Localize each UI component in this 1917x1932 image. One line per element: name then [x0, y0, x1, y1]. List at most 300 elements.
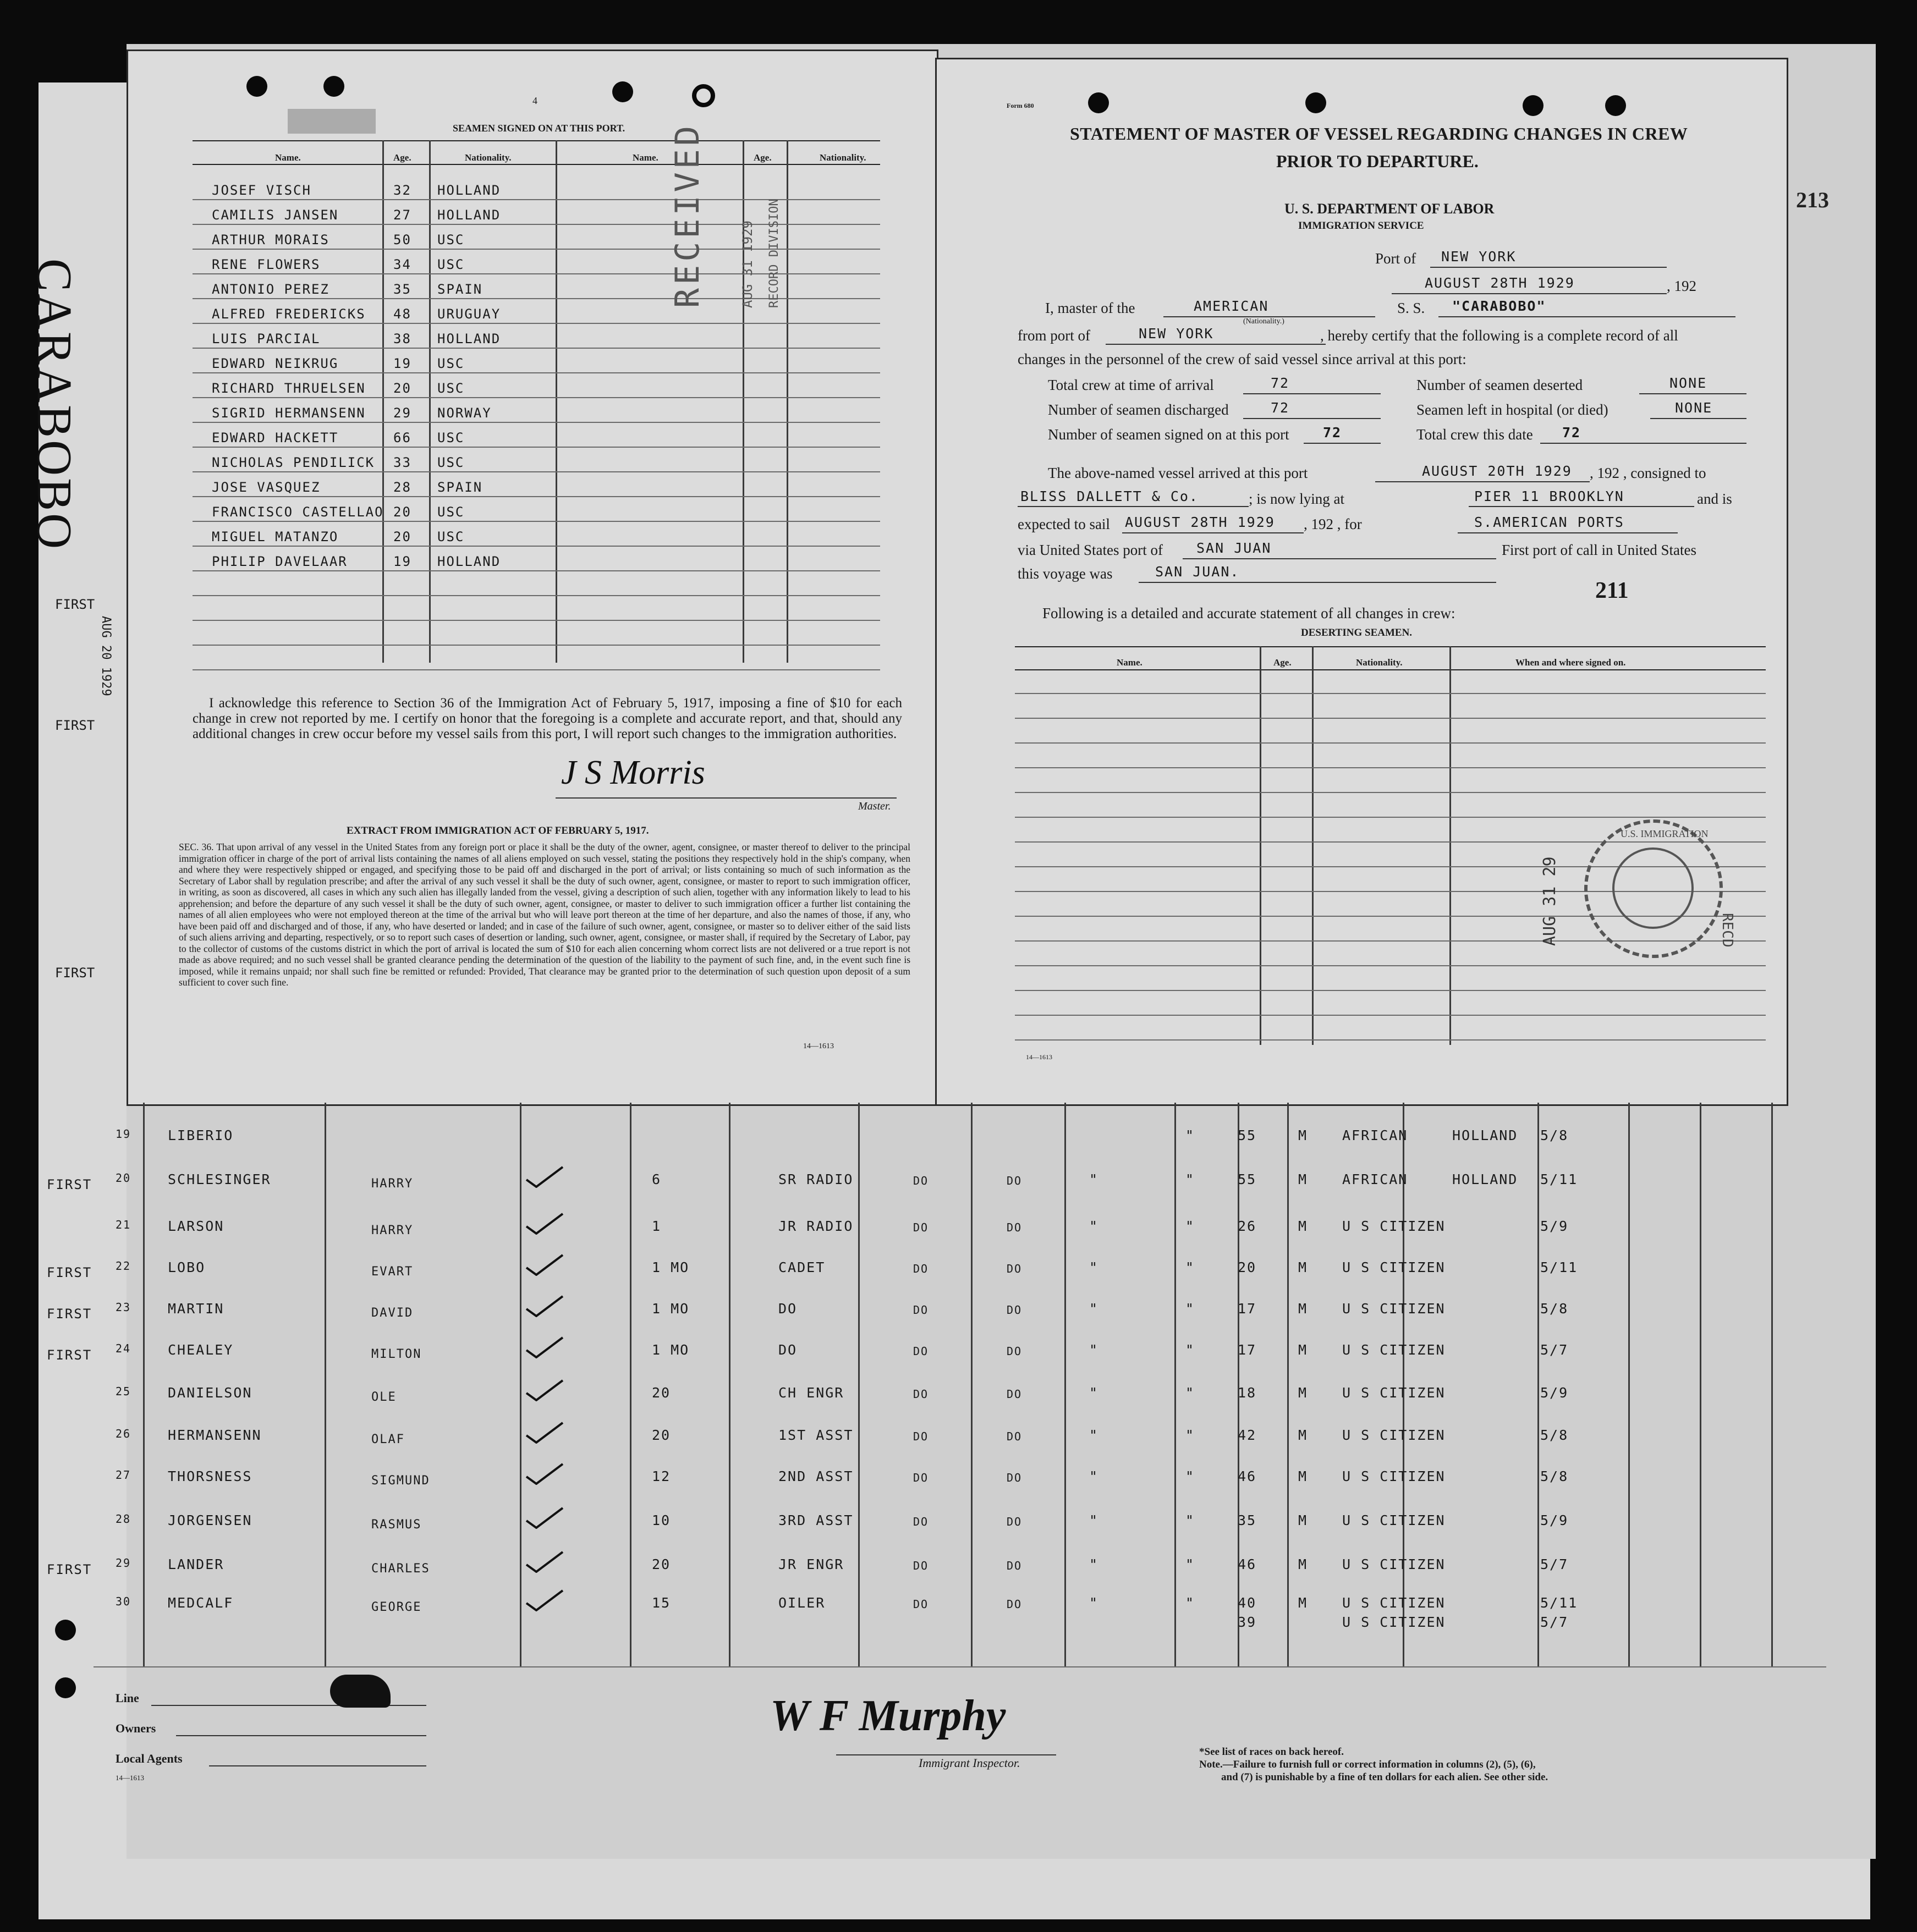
via-text: via United States port of [1018, 542, 1163, 558]
seaman-nationality: URUGUAY [437, 306, 501, 322]
via-port-value: SAN JUAN [1196, 540, 1272, 556]
side-stamp [27, 258, 88, 552]
total-crew-value: 72 [1562, 425, 1581, 441]
ditto-mark-2: " [1185, 1127, 1195, 1143]
ditto-mark-2: " [1185, 1385, 1195, 1401]
race: U S CITIZEN [1342, 1342, 1446, 1358]
extra-age: 39 [1238, 1614, 1257, 1630]
ditto-1: DO [913, 1388, 929, 1401]
seaman-age: 19 [393, 554, 411, 569]
signed-on-label: Number of seamen signed on at this port [1048, 426, 1289, 443]
side-stamp-first: FIRST [55, 597, 95, 612]
sex: M [1298, 1556, 1308, 1572]
surname: LOBO [168, 1259, 206, 1275]
sex: M [1298, 1468, 1308, 1484]
footer-form-no: 14—1613 [116, 1774, 144, 1782]
sex: M [1298, 1512, 1308, 1528]
age: 46 [1238, 1556, 1257, 1572]
race: U S CITIZEN [1342, 1595, 1446, 1611]
ditto-1: DO [913, 1221, 929, 1234]
height: 5/11 [1540, 1171, 1578, 1187]
ditto-mark-2: " [1185, 1556, 1195, 1572]
seaman-nationality: USC [437, 356, 465, 371]
row-first-label: FIRST [47, 1306, 92, 1322]
age: 18 [1238, 1385, 1257, 1401]
age: 17 [1238, 1342, 1257, 1358]
deserted-value: NONE [1669, 375, 1707, 391]
hospital-label: Seamen left in hospital (or died) [1416, 401, 1608, 418]
seaman-age: 38 [393, 331, 411, 346]
capacity: CH ENGR [778, 1385, 844, 1401]
race: U S CITIZEN [1342, 1427, 1446, 1443]
ditto-mark-1: " [1089, 1556, 1099, 1572]
seaman-nationality: SPAIN [437, 282, 483, 297]
seaman-age: 29 [393, 405, 411, 421]
manifest-column-line [520, 1103, 521, 1666]
age: 35 [1238, 1512, 1257, 1528]
sex: M [1298, 1342, 1308, 1358]
surname: HERMANSENN [168, 1427, 262, 1443]
age: 20 [1238, 1259, 1257, 1275]
nationality-value: AMERICAN [1194, 298, 1269, 314]
seaman-name: ALFRED FREDERICKS [212, 306, 366, 322]
deserting-row-line [1015, 965, 1766, 966]
manifest-column-line [858, 1103, 860, 1666]
ditto-mark-1: " [1089, 1468, 1099, 1484]
ditto-mark-1: " [1089, 1259, 1099, 1275]
surname: JORGENSEN [168, 1512, 252, 1528]
table-row-line [193, 372, 880, 373]
ditto-mark-2: " [1185, 1301, 1195, 1317]
age: 17 [1238, 1301, 1257, 1317]
surname: THORSNESS [168, 1468, 252, 1484]
nationality-caption: (Nationality.) [1243, 317, 1284, 326]
service: IMMIGRATION SERVICE [1298, 220, 1424, 232]
total-crew-arrival-value: 72 [1271, 375, 1290, 391]
ditto-mark-2: " [1185, 1595, 1195, 1611]
seaman-age: 34 [393, 257, 411, 272]
capacity: JR RADIO [778, 1218, 854, 1234]
signed-on-value: 72 [1323, 425, 1342, 441]
row-number: 25 [116, 1385, 131, 1398]
received-stamp-division: RECORD DIVISION [767, 199, 781, 308]
deserting-row-line [1015, 1015, 1766, 1016]
given-name: OLAF [371, 1433, 405, 1446]
sex: M [1298, 1595, 1308, 1611]
surname: CHEALEY [168, 1342, 234, 1358]
total-crew-label: Total crew this date [1416, 426, 1533, 443]
row-number: 30 [116, 1595, 131, 1608]
col-age-2: Age. [754, 152, 772, 163]
table-row-line [193, 323, 880, 324]
capacity: 2ND ASST [778, 1468, 854, 1484]
ditto-2: DO [1007, 1559, 1023, 1572]
page-number: 213 [1796, 188, 1829, 212]
sex: M [1298, 1171, 1308, 1187]
manifest-column-line [1537, 1103, 1539, 1666]
time-service: 10 [652, 1512, 671, 1528]
col-name: Name. [275, 152, 301, 163]
acknowledgement: I acknowledge this reference to Section 36 of the Immigration Act of February 5, 1917, imposing a fine of $10 for each change in crew not reported by me. I certify on honor that the foregoing is a complete and accurate report, and that, should any additional changes in crew occur before my vessel sails from this port, I will report such changes to the immigration authorities. [193, 696, 902, 741]
seaman-nationality: USC [437, 257, 465, 272]
seaman-age: 28 [393, 480, 411, 495]
ditto-mark-2: " [1185, 1218, 1195, 1234]
consignee-value: BLISS DALLETT & Co. [1020, 488, 1199, 504]
ink-blot [330, 1675, 391, 1708]
master-signature: J S Morris [561, 754, 705, 791]
for-text: , 192 , for [1304, 516, 1362, 532]
height: 5/8 [1540, 1301, 1569, 1317]
given-name: SIGMUND [371, 1474, 430, 1488]
sex: M [1298, 1218, 1308, 1234]
row-number: 21 [116, 1218, 131, 1231]
seaman-age: 35 [393, 282, 411, 297]
table-row-line [193, 595, 880, 596]
ditto-2: DO [1007, 1515, 1023, 1528]
seaman-name: FRANCISCO CASTELLAO [212, 504, 384, 520]
manifest-column-line [1628, 1103, 1630, 1666]
ditto-mark-1: " [1089, 1512, 1099, 1528]
seaman-name: MIGUEL MATANZO [212, 529, 339, 544]
seaman-nationality: SPAIN [437, 480, 483, 495]
row-number: 20 [116, 1171, 131, 1185]
time-service: 6 [652, 1171, 662, 1187]
seaman-nationality: NORWAY [437, 405, 492, 421]
ditto-2: DO [1007, 1430, 1023, 1443]
check-mark-icon [525, 1551, 564, 1573]
first-port-value: SAN JUAN. [1155, 564, 1240, 580]
check-mark-icon [525, 1254, 564, 1276]
race: U S CITIZEN [1342, 1301, 1446, 1317]
ditto-mark-2: " [1185, 1427, 1195, 1443]
ditto-2: DO [1007, 1471, 1023, 1484]
check-mark-icon [525, 1589, 564, 1611]
seaman-age: 27 [393, 207, 411, 223]
surname: LANDER [168, 1556, 224, 1572]
seaman-name: NICHOLAS PENDILICK [212, 455, 375, 470]
surname: LIBERIO [168, 1127, 234, 1143]
ditto-mark-2: " [1185, 1342, 1195, 1358]
col-name-2: Name. [633, 152, 658, 163]
ditto-2: DO [1007, 1345, 1023, 1358]
manifest-bottom-rule [94, 1666, 1826, 1667]
race: AFRICAN [1342, 1171, 1408, 1187]
age: 46 [1238, 1468, 1257, 1484]
age: 40 [1238, 1595, 1257, 1611]
capacity: OILER [778, 1595, 826, 1611]
row-number: 26 [116, 1427, 131, 1440]
sex: M [1298, 1427, 1308, 1443]
nationality: HOLLAND [1452, 1127, 1518, 1143]
table-row-line [193, 397, 880, 398]
ditto-mark-2: " [1185, 1259, 1195, 1275]
ditto-1: DO [913, 1559, 929, 1572]
age: 26 [1238, 1218, 1257, 1234]
manifest-column-line [1700, 1103, 1701, 1666]
manifest-column-line [971, 1103, 973, 1666]
check-mark-icon [525, 1295, 564, 1317]
time-service: 1 MO [652, 1342, 690, 1358]
given-name: CHARLES [371, 1562, 430, 1576]
capacity: CADET [778, 1259, 826, 1275]
extra-height: 5/7 [1540, 1614, 1569, 1630]
time-service: 1 [652, 1218, 662, 1234]
manifest-column-line [630, 1103, 631, 1666]
seaman-nationality: HOLLAND [437, 183, 501, 198]
port-label: Port of [1375, 250, 1416, 267]
year-suffix: , 192 [1667, 278, 1696, 294]
seaman-age: 50 [393, 232, 411, 247]
capacity: 3RD ASST [778, 1512, 854, 1528]
check-mark-icon [525, 1422, 564, 1444]
seaman-nationality: USC [437, 504, 465, 520]
seaman-age: 20 [393, 504, 411, 520]
height: 5/9 [1540, 1512, 1569, 1528]
signed-on-title: SEAMEN SIGNED ON AT THIS PORT. [453, 123, 625, 134]
given-name: HARRY [371, 1224, 414, 1237]
row-number: 19 [116, 1127, 131, 1141]
deserting-col-name: Name. [1117, 657, 1142, 668]
seaman-age: 20 [393, 381, 411, 396]
deserting-row-line [1015, 767, 1766, 768]
ditto-2: DO [1007, 1221, 1023, 1234]
footer-agents-label: Local Agents [116, 1752, 183, 1765]
seaman-name: EDWARD HACKETT [212, 430, 339, 445]
row-number: 27 [116, 1468, 131, 1482]
seaman-name: EDWARD NEIKRUG [212, 356, 339, 371]
port-value: NEW YORK [1441, 249, 1517, 265]
deserting-row-line [1015, 742, 1766, 744]
arrived-date: AUGUST 20TH 1929 [1422, 463, 1572, 479]
seaman-age: 33 [393, 455, 411, 470]
ss-label: S. S. [1397, 300, 1425, 316]
ditto-1: DO [913, 1430, 929, 1443]
seaman-age: 48 [393, 306, 411, 322]
ditto-2: DO [1007, 1174, 1023, 1187]
time-service: 1 MO [652, 1301, 690, 1317]
ditto-mark-1: " [1089, 1342, 1099, 1358]
ditto-2: DO [1007, 1262, 1023, 1275]
check-mark-icon [525, 1507, 564, 1529]
side-stamp-date: AUG 20 1929 [99, 616, 113, 696]
footer-note-1: *See list of races on back hereof. [1199, 1746, 1344, 1758]
total-crew-arrival-label: Total crew at time of arrival [1048, 377, 1214, 393]
surname: SCHLESINGER [168, 1171, 271, 1187]
ship-name: "CARABOBO" [1452, 298, 1546, 314]
table-row-line [193, 546, 880, 547]
given-name: EVART [371, 1265, 414, 1279]
table-row-line [193, 669, 880, 670]
row-number: 23 [116, 1301, 131, 1314]
side-stamp-first2: FIRST [55, 718, 95, 733]
margin-first-label: FIRST [55, 965, 95, 981]
sex: M [1298, 1301, 1308, 1317]
table-row-line [193, 471, 880, 472]
ditto-1: DO [913, 1598, 929, 1611]
certify-text: , hereby certify that the following is a complete record of all [1320, 327, 1678, 344]
given-name: GEORGE [371, 1600, 422, 1614]
seaman-name: RENE FLOWERS [212, 257, 321, 272]
height: 5/7 [1540, 1556, 1569, 1572]
discharged-label: Number of seamen discharged [1048, 401, 1229, 418]
deserting-col-signed-on: When and where signed on. [1515, 657, 1626, 668]
round-immigration-stamp [1584, 819, 1723, 958]
time-service: 15 [652, 1595, 671, 1611]
inspector-signature: W F Murphy [770, 1692, 1006, 1740]
ditto-mark-1: " [1089, 1171, 1099, 1187]
age: 55 [1238, 1171, 1257, 1187]
table-row-line [193, 645, 880, 646]
page-no: 4 [532, 95, 537, 106]
footer-line-label: Line [116, 1691, 139, 1705]
statement-title-1: STATEMENT OF MASTER OF VESSEL REGARDING CHANGES IN CREW [1070, 124, 1688, 144]
table-row-line [193, 447, 880, 448]
manifest-column-line [729, 1103, 730, 1666]
deserting-row-line [1015, 792, 1766, 793]
check-mark-icon [525, 1463, 564, 1485]
check-mark-icon [525, 1166, 564, 1188]
ditto-mark-1: " [1089, 1595, 1099, 1611]
master-of-the: I, master of the [1045, 300, 1135, 316]
time-service: 1 MO [652, 1259, 690, 1275]
destination-value: S.AMERICAN PORTS [1474, 514, 1624, 530]
seaman-nationality: HOLLAND [437, 331, 501, 346]
seaman-age: 32 [393, 183, 411, 198]
col-nationality-2: Nationality. [820, 152, 866, 163]
table-row-line [193, 348, 880, 349]
check-mark-icon [525, 1379, 564, 1401]
ditto-1: DO [913, 1303, 929, 1317]
seaman-nationality: USC [437, 455, 465, 470]
handwritten-number: 211 [1595, 578, 1629, 603]
row-first-label: FIRST [47, 1347, 92, 1363]
seaman-age: 66 [393, 430, 411, 445]
manifest-column-line [1287, 1103, 1289, 1666]
surname: MEDCALF [168, 1595, 234, 1611]
time-service: 12 [652, 1468, 671, 1484]
table-row-line [193, 620, 880, 621]
surname: DANIELSON [168, 1385, 252, 1401]
row-number: 24 [116, 1342, 131, 1355]
ditto-1: DO [913, 1345, 929, 1358]
row-number: 29 [116, 1556, 131, 1570]
ditto-2: DO [1007, 1388, 1023, 1401]
ditto-mark-1: " [1089, 1427, 1099, 1443]
deserting-col-nationality: Nationality. [1356, 657, 1403, 668]
row-first-label: FIRST [47, 1265, 92, 1280]
ditto-1: DO [913, 1262, 929, 1275]
from-port-value: NEW YORK [1139, 326, 1214, 342]
this-voyage-text: this voyage was [1018, 565, 1113, 582]
sex: M [1298, 1385, 1308, 1401]
left-form-no: 14—1613 [803, 1042, 834, 1050]
ditto-mark-1: " [1089, 1218, 1099, 1234]
row-number: 22 [116, 1259, 131, 1273]
table-row-line [193, 496, 880, 497]
height: 5/8 [1540, 1427, 1569, 1443]
form-label: Form 680 [1007, 102, 1034, 109]
race: U S CITIZEN [1342, 1259, 1446, 1275]
manifest-column-line [1771, 1103, 1773, 1666]
seaman-name: PHILIP DAVELAAR [212, 554, 348, 569]
manifest-column-line [1064, 1103, 1066, 1666]
seaman-name: RICHARD THRUELSEN [212, 381, 366, 396]
race: AFRICAN [1342, 1127, 1408, 1143]
dept: U. S. DEPARTMENT OF LABOR [1284, 201, 1495, 217]
seaman-name: ANTONIO PEREZ [212, 282, 329, 297]
ditto-1: DO [913, 1515, 929, 1528]
ditto-mark-1: " [1089, 1385, 1099, 1401]
manifest-column-line [325, 1103, 326, 1666]
footer-owners-label: Owners [116, 1721, 156, 1735]
deserting-row-line [1015, 693, 1766, 694]
sex: M [1298, 1127, 1308, 1143]
ditto-1: DO [913, 1471, 929, 1484]
seaman-name: SIGRID HERMANSENN [212, 405, 366, 421]
row-first-label: FIRST [47, 1177, 92, 1192]
height: 5/8 [1540, 1468, 1569, 1484]
race: U S CITIZEN [1342, 1385, 1446, 1401]
expected-text: expected to sail [1018, 516, 1110, 532]
deserting-title: DESERTING SEAMEN. [1301, 627, 1413, 639]
deserting-col-age: Age. [1273, 657, 1292, 668]
given-name: MILTON [371, 1347, 422, 1361]
check-mark-icon [525, 1336, 564, 1358]
footer-note-2: Note.—Failure to furnish full or correct information in columns (2), (5), (6), [1199, 1759, 1536, 1770]
seaman-nationality: USC [437, 232, 465, 247]
height: 5/8 [1540, 1127, 1569, 1143]
seaman-age: 19 [393, 356, 411, 371]
footer-note-3: and (7) is punishable by a fine of ten dollars for each alien. See other side. [1221, 1771, 1548, 1783]
aug-stamp: AUG 31 29 [1540, 856, 1559, 946]
age: 55 [1238, 1127, 1257, 1143]
nationality: HOLLAND [1452, 1171, 1518, 1187]
changes-text: changes in the personnel of the crew of said vessel since arrival at this port: [1018, 351, 1466, 367]
check-mark-icon [525, 1213, 564, 1235]
capacity: DO [778, 1301, 798, 1317]
race: U S CITIZEN [1342, 1218, 1446, 1234]
consigned-text: , 192 , consigned to [1590, 465, 1706, 481]
side-stamp-ship: CARABOBO [27, 258, 81, 552]
given-name: OLE [371, 1390, 397, 1404]
seaman-name: LUIS PARCIAL [212, 331, 321, 346]
extract-body: SEC. 36. That upon arrival of any vessel in the United States from any foreign port or place it shall be the duty of the owner, agent, consignee, or master thereof to deliver to the principal immigration officer in charge of the port of arrival lists containing the names of all aliens employed on such vessel, stating the positions they respectively hold in the ship's company, when and where they were respectively shipped or engaged, and specifying those to be paid off and discharged in the port of arrival; or lists containing so much of such information as the Secretary of Labor shall by regulation prescribe; and after the arrival of any such vessel it shall be the duty of such owner, agent, consignee, or master to report to such immigration officer, in writing, as soon as discovered, all cases in which any such alien has illegally landed from the vessel, giving a description of such alien, together with any information likely to lead to his apprehension; and before the departure of any such vessel it shall be the duty of such owner, agent, consignee, or master to deliver to such immigration officer a further list containing the names of all alien employees who were not employed thereon at the time of the arrival but who will leave port thereon at the time of her departure, and also the names of those, if any, who have been paid off and discharged and of those, if any, who have deserted or landed; and in case of the failure of such owner, agent, consignee, or master so to deliver either of the said lists of such aliens arriving and departing, respectively, or so to report such cases of desertion or landing, such owner, agent, consignee, or master shall, if required by the Secretary of Labor, pay to the collector of customs of the customs district in which the port of arrival is located the sum of $10 for each alien concerning whom correct lists are not delivered or a true report is not made as above required; and no such vessel shall be granted clearance pending the determination of the question of the liability to the payment of such fine, and, in the event such fine is imposed, while it remains unpaid; nor shall such fine be remitted or refunded: Provided, That clearance may be granted prior to the determination of such question upon deposit of a sum sufficient to cover such fine. [179, 841, 910, 988]
table-row-line [193, 521, 880, 522]
ditto-mark-2: " [1185, 1468, 1195, 1484]
deserted-label: Number of seamen deserted [1416, 377, 1583, 393]
inspector-label: Immigrant Inspector. [919, 1756, 1020, 1770]
ditto-mark-2: " [1185, 1171, 1195, 1187]
row-first-label: FIRST [47, 1562, 92, 1577]
surname: LARSON [168, 1218, 224, 1234]
first-port-text: First port of call in United States [1502, 542, 1696, 558]
table-row-line [193, 570, 880, 571]
seaman-nationality: HOLLAND [437, 554, 501, 569]
row-number: 28 [116, 1512, 131, 1526]
extract-title: EXTRACT FROM IMMIGRATION ACT OF FEBRUARY 5, 1917. [347, 825, 649, 836]
statement-title-2: PRIOR TO DEPARTURE. [1276, 151, 1479, 171]
seaman-nationality: HOLLAND [437, 207, 501, 223]
extra-race: U S CITIZEN [1342, 1614, 1446, 1630]
given-name: DAVID [371, 1306, 414, 1320]
height: 5/7 [1540, 1342, 1569, 1358]
deserting-row-line [1015, 718, 1766, 719]
seaman-name: JOSE VASQUEZ [212, 480, 321, 495]
and-is: and is [1697, 491, 1732, 507]
race: U S CITIZEN [1342, 1556, 1446, 1572]
seaman-name: JOSEF VISCH [212, 183, 311, 198]
sail-date: AUGUST 28TH 1929 [1125, 514, 1275, 530]
